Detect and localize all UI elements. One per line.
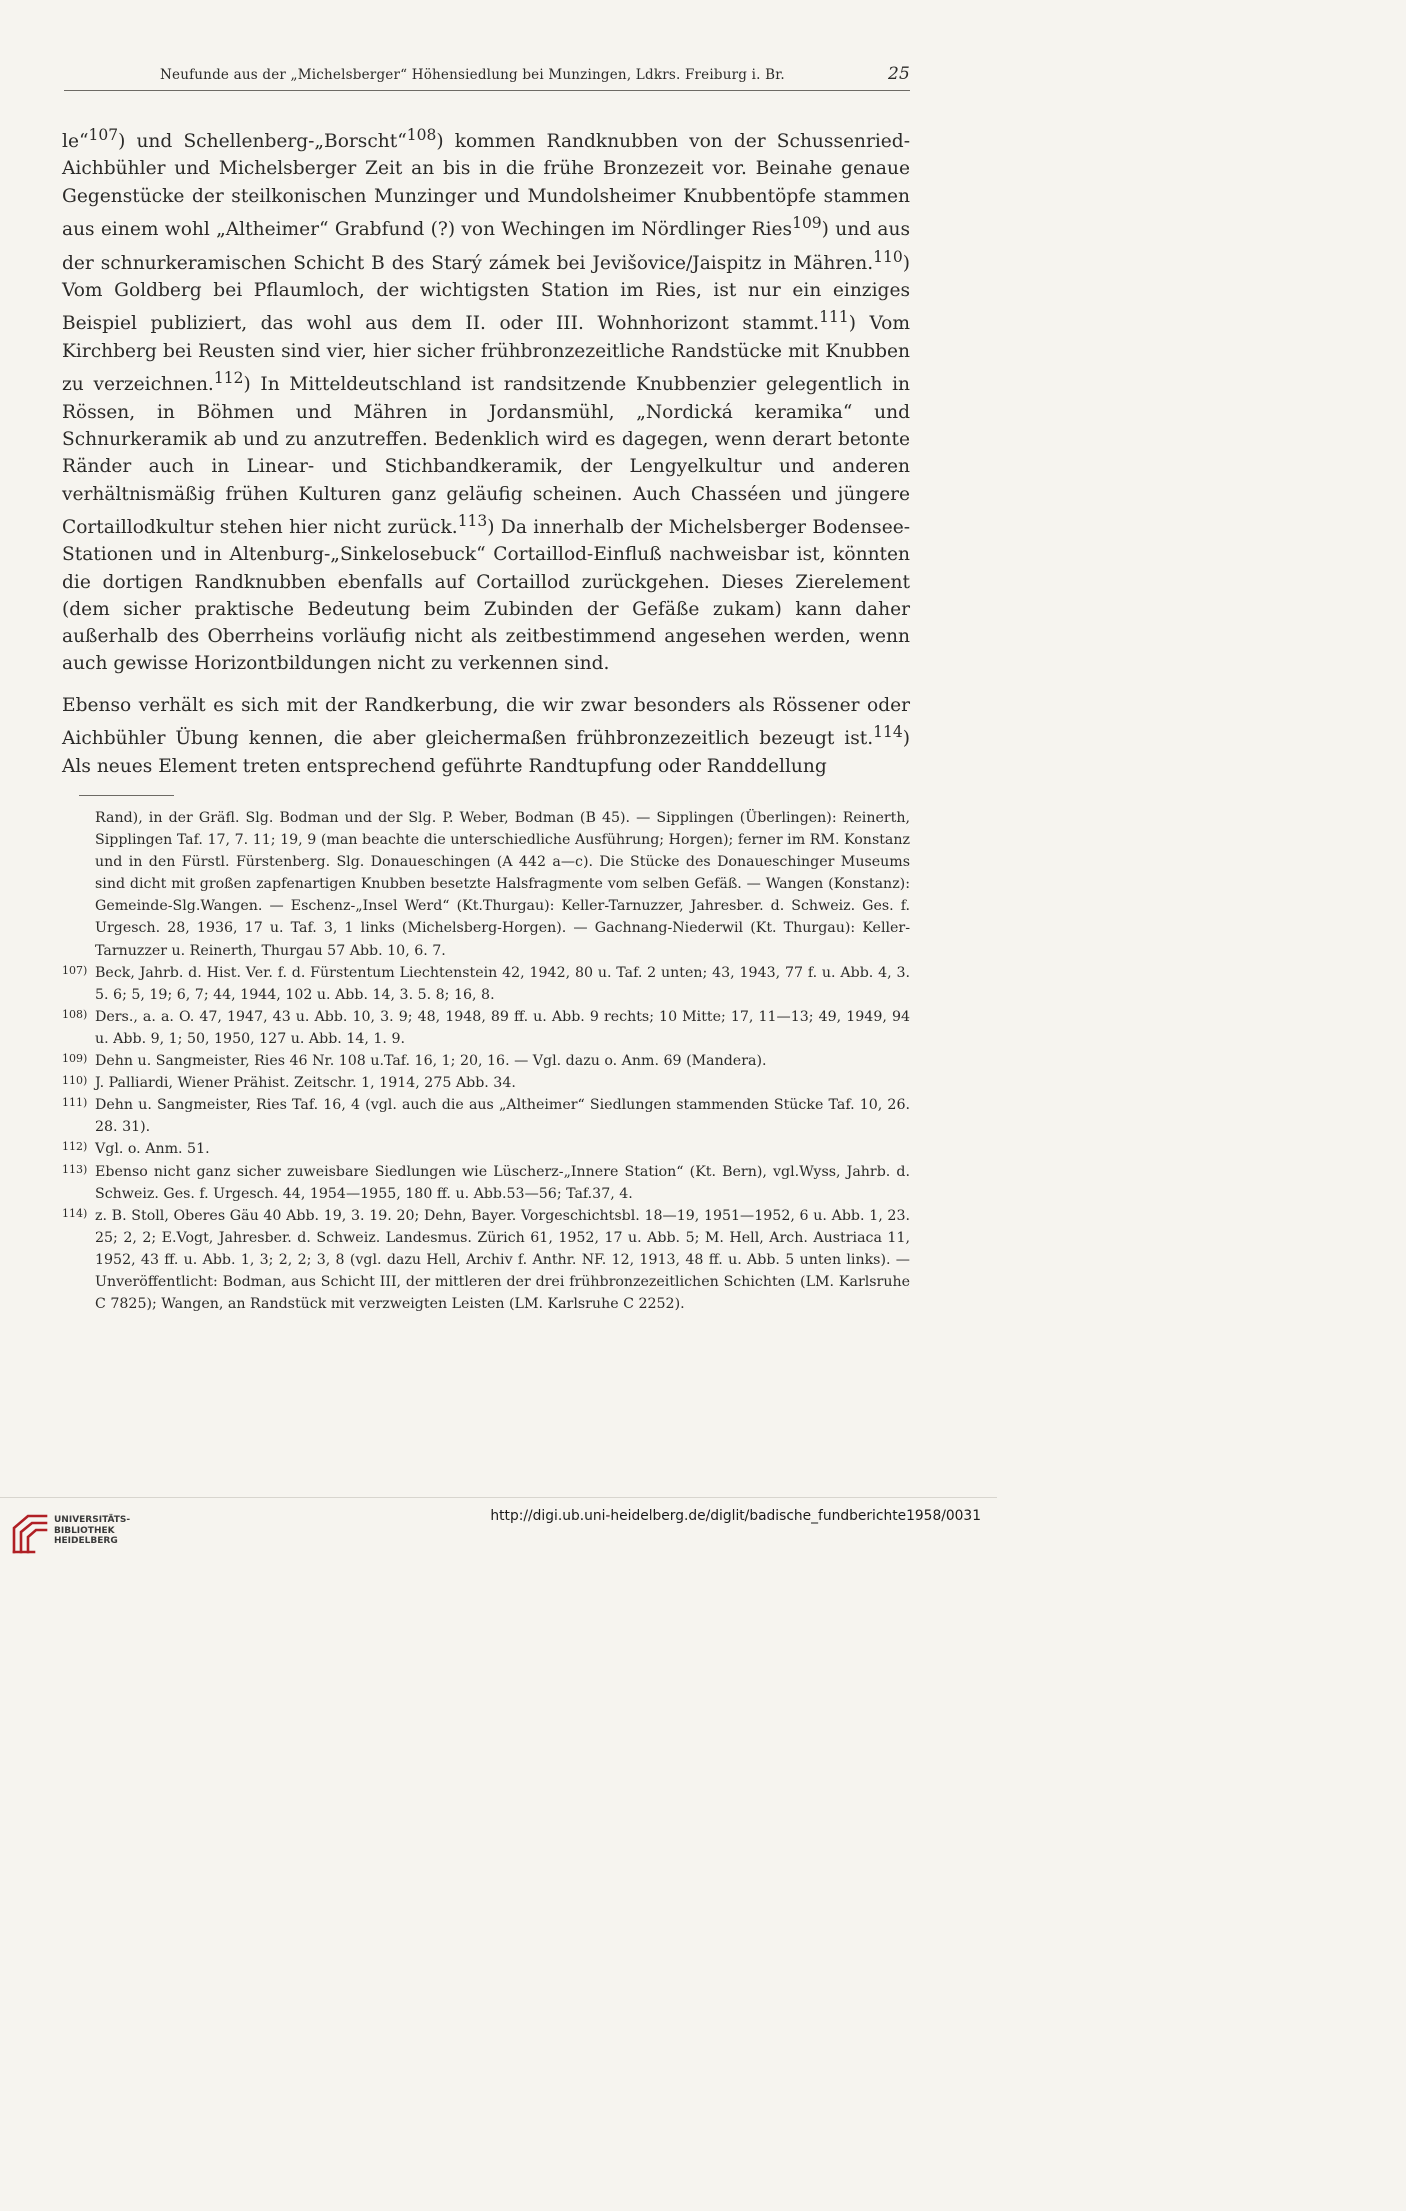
footnote-ref[interactable]: 113 xyxy=(457,511,488,530)
footnote-text: z. B. Stoll, Oberes Gäu 40 Abb. 19, 3. 19. 20; Dehn, Bayer. Vorgeschichtsbl. 18—19, 1951—1952, 6 u. Abb. 1, 23. 25; 2, 2; E.Vogt, Jahresber. d. Schweiz. Landesmus. Zürich 61, 1952, 17 u. Abb. 5; M. Hell, Arch. Austriaca 11, 1952, 43 ff. u. Abb. 1, 3; 2, 2; 3, 8 (vgl. dazu Hell, Archiv f. Anthr. NF. 12, 1913, 48 ff. u. Abb. 5 unten links). — Unveröffentlicht: Bodman, aus Schicht III, der mittleren der drei frühbronzezeitlichen Schichten (LM. Karlsruhe C 7825); Wangen, an Randstück mit verzweigten Leisten (LM. Karlsruhe C 2252). xyxy=(95,1207,910,1313)
footnote-number: 107) xyxy=(62,963,88,977)
footnote-107 xyxy=(62,962,910,1006)
footnote-text: Ebenso nicht ganz sicher zuweisbare Siedlungen wie Lüscherz-„Innere Station“ (Kt. Bern), vgl.Wyss, Jahrb. d. Schweiz. Ges. f. Urgesch. 44, 1954—1955, 180 ff. u. Abb.53—56; Taf.37, 4. xyxy=(95,1163,910,1202)
footnote-rule xyxy=(79,795,174,796)
text-run: le“ xyxy=(62,131,89,153)
text-run: Ebenso verhält es sich mit der Randkerbung, die wir zwar besonders als Rössener oder Aichbühler Übung kennen, die aber gleichermaßen frühbronzezeitlich bezeugt ist. xyxy=(62,694,910,750)
footnote-ref[interactable]: 108 xyxy=(406,126,437,144)
library-name-line: HEIDELBERG xyxy=(54,1536,118,1546)
running-title: Neufunde aus der „Michelsberger“ Höhensiedlung bei Munzingen, Ldkrs. Freiburg i. Br. xyxy=(160,67,785,83)
footnote-111 xyxy=(62,1094,910,1138)
footnote-text: Dehn u. Sangmeister, Ries Taf. 16, 4 (vgl. auch die aus „Altheimer“ Siedlungen stammenden Stücke Taf. 10, 26. 28. 31). xyxy=(95,1097,910,1136)
library-name xyxy=(54,1515,130,1547)
text-run: ) kommen Randknubben von der Schussenried-Aichbühler und Michelsberger Zeit an bis in die frühe Bronzezeit vor. Beinahe genaue Gegenstücke der steilkonischen Munzinger und Mundolsheimer Knubbentöpfe stammen aus einem wohl „Altheimer“ Grabfund (?) von Wechingen im Nördlinger Ries xyxy=(62,131,910,241)
text-run: ) Als neues Element treten entsprechend geführte Randtupfung oder Randdellung xyxy=(62,728,910,777)
text-run: ) Vom Goldberg bei Pflaumloch, der wichtigsten Station im Ries, ist nur ein einziges Beispiel publiziert, das wohl aus dem II. oder III. Wohnhorizont stammt. xyxy=(62,252,910,335)
footnote-text: Beck, Jahrb. d. Hist. Ver. f. d. Fürstentum Liechtenstein 42, 1942, 80 u. Taf. 2 unten; 43, 1943, 77 f. u. Abb. 4, 3. 5. 6; 5, 19; 6, 7; 44, 1944, 102 u. Abb. 14, 3. 5. 8; 16, 8. xyxy=(95,964,910,1003)
footnote-number: 108) xyxy=(62,1007,88,1021)
library-name-line: BIBLIOTHEK xyxy=(54,1525,115,1536)
footnote-ref[interactable]: 107 xyxy=(88,126,119,144)
footnotes xyxy=(62,807,910,1315)
footnote-text: Dehn u. Sangmeister, Ries 46 Nr. 108 u.Taf. 16, 1; 20, 16. — Vgl. dazu o. Anm. 69 (Mandera). xyxy=(95,1053,767,1070)
footnote-text: Ders., a. a. O. 47, 1947, 43 u. Abb. 10, 3. 9; 48, 1948, 89 ff. u. Abb. 9 rechts; 10 Mitte; 17, 11—13; 49, 1949, 94 u. Abb. 9, 1; 50, 1950, 127 u. Abb. 14, 1. 9. xyxy=(95,1008,910,1047)
footnote-number: 112) xyxy=(62,1140,88,1154)
footnote-number: 114) xyxy=(62,1206,88,1220)
footnote-text: J. Palliardi, Wiener Prähist. Zeitschr. 1, 1914, 275 Abb. 34. xyxy=(95,1075,516,1092)
main-text xyxy=(62,122,910,780)
footnote-ref[interactable]: 112 xyxy=(213,369,244,388)
text-run: ) In Mitteldeutschland ist randsitzende Knubbenzier gelegentlich in Rössen, in Böhmen und Mähren in Jordansmühl, „Nordická keramika“ und Schnurkeramik ab und zu anzutreffen. Bedenklich wird es dagegen, wenn derart betonte Ränder auch in Linear- und Stichbandkeramik, der Lengyelkultur und anderen verhältnismäßig frühen Kulturen ganz geläufig scheinen. Auch Chasséen und jüngere Cortaillodkultur stehen hier nicht zurück. xyxy=(62,374,910,538)
library-footer xyxy=(0,1497,997,1569)
footnote-109 xyxy=(62,1050,910,1072)
footnote-number: 113) xyxy=(62,1162,88,1176)
library-name-line: UNIVERSITÄTS- xyxy=(54,1515,131,1525)
text-run: ) und aus der schnurkeramischen Schicht B des Starý zámek bei Jevišovice/Jaispitz in Mähren. xyxy=(62,219,910,274)
footnote-ref[interactable]: 110 xyxy=(873,247,903,266)
text-run: ) und Schellenberg-„Borscht“ xyxy=(118,131,407,153)
footnote-number: 109) xyxy=(62,1052,88,1066)
footnote-text: Vgl. o. Anm. 51. xyxy=(95,1141,210,1158)
footnote-108 xyxy=(62,1006,910,1050)
footnote-112 xyxy=(62,1138,910,1160)
paragraph xyxy=(62,692,910,780)
footnote-ref[interactable]: 111 xyxy=(819,308,849,327)
header-rule xyxy=(64,90,910,91)
text-run: ) Vom Kirchberg bei Reusten sind vier, hier sicher frühbronzezeitliche Randstücke mit Knubben zu verzeichnen. xyxy=(62,313,910,396)
university-library-logo-icon xyxy=(10,1512,50,1556)
paragraph xyxy=(62,122,910,678)
running-header xyxy=(64,64,910,84)
digital-copy-url[interactable]: http://digi.ub.uni-heidelberg.de/diglit/badische_fundberichte1958/0031 xyxy=(490,1508,981,1524)
text-run: ) Da innerhalb der Michelsberger Bodensee-Stationen und in Altenburg-„Sinkelosebuck“ Cortaillod-Einfluß nachweisbar ist, könnten die dortigen Randknubben ebenfalls auf Cortaillod zurückgehen. Dieses Zierelement (dem sicher praktische Bedeutung beim Zubinden der Gefäße zukam) kann daher außerhalb des Oberrheins vorläufig nicht als zeitbestimmend angesehen werden, wenn auch gewisse Horizontbildungen nicht zu verkennen sind. xyxy=(62,516,910,675)
footnote-number: 110) xyxy=(62,1074,88,1088)
page-number: 25 xyxy=(887,64,910,84)
footnote-continuation xyxy=(62,807,910,962)
footnote-113 xyxy=(62,1161,910,1205)
footnote-text: Rand), in der Gräfl. Slg. Bodman und der Slg. P. Weber, Bodman (B 45). — Sipplingen (Überlingen): Reinerth, Sipplingen Taf. 17, 7. 11; 19, 9 (man beachte die unterschiedliche Ausführung; Horgen); ferner im RM. Konstanz und in den Fürstl. Fürstenberg. Slg. Donaueschingen (A 442 a—c). Die Stücke des Donaueschinger Museums sind dicht mit großen zapfenartigen Knubben besetzte Halsfragmente vom selben Gefäß. — Wangen (Konstanz): Gemeinde-Slg.Wangen. — Eschenz-„Insel Werd“ (Kt.Thurgau): Keller-Tarnuzzer, Jahresber. d. Schweiz. Ges. f. Urgesch. 28, 1936, 17 u. Taf. 3, 1 links (Michelsberg-Horgen). — Gachnang-Niederwil (Kt. Thurgau): Keller-Tarnuzzer u. Reinerth, Thurgau 57 Abb. 10, 6. 7. xyxy=(95,810,910,959)
footnote-110 xyxy=(62,1072,910,1094)
footnote-114 xyxy=(62,1205,910,1315)
footnote-ref[interactable]: 114 xyxy=(873,723,903,742)
footnote-number: 111) xyxy=(62,1096,88,1110)
footnote-ref[interactable]: 109 xyxy=(792,214,822,233)
